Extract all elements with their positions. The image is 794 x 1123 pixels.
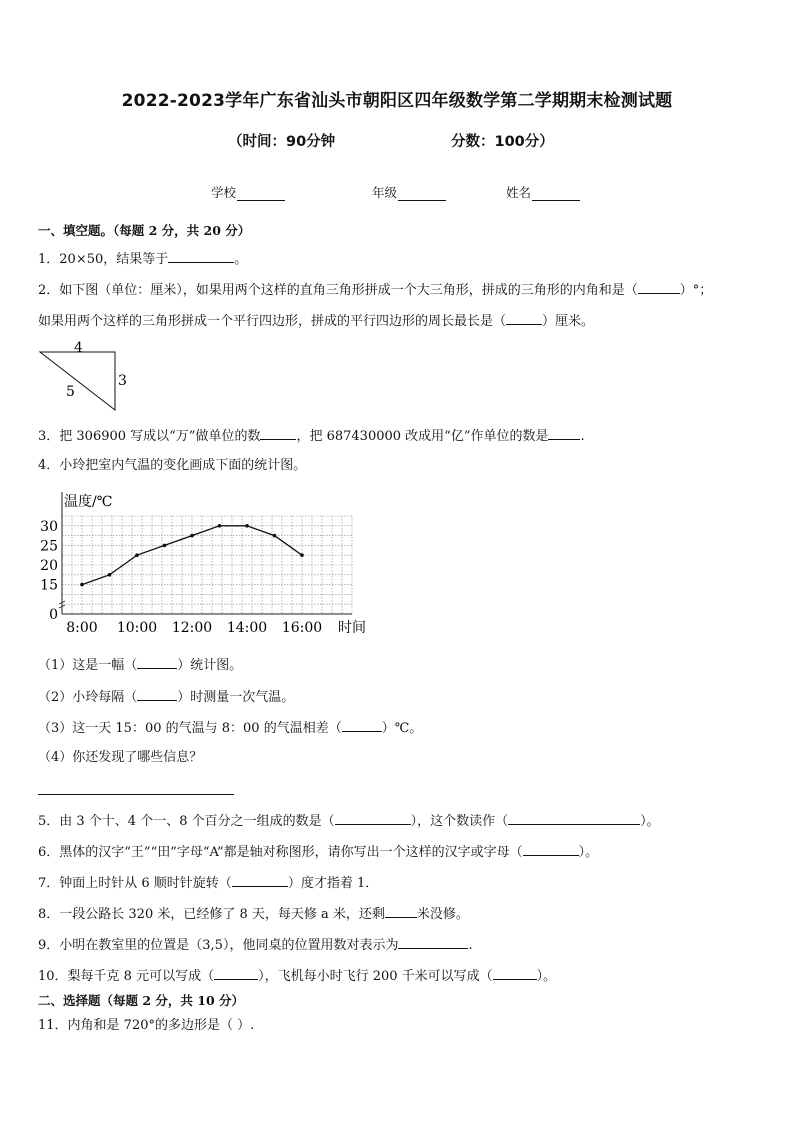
temperature-data-point	[300, 553, 304, 557]
q2-text-2: 如果用两个这样的三角形拼成一个平行四边形，拼成的平行四边形的周长最长是（	[38, 314, 507, 329]
chart-axes	[59, 492, 352, 614]
x-tick-label: 16:00	[281, 620, 323, 636]
y-tick-label: 0	[49, 607, 58, 623]
q3-answer-blank-1[interactable]	[260, 427, 296, 440]
q9-answer-blank[interactable]	[398, 936, 468, 949]
q4-1-end: ）统计图。	[177, 658, 243, 673]
q10-answer-blank-1[interactable]	[214, 967, 258, 980]
q4-3-text: （3）这一天 15：00 的气温与 8：00 的气温相差（	[38, 721, 342, 736]
q4-1-text: （1）这是一幅（	[38, 658, 138, 673]
name-blank[interactable]	[532, 188, 580, 201]
right-triangle-figure	[30, 336, 140, 416]
q4-2-text: （2）小玲每隔（	[38, 690, 138, 705]
temperature-data-point	[218, 524, 222, 528]
q4-3-end: ）℃。	[381, 721, 423, 736]
q6-text: 6．黑体的汉字“王”“田”字母“A”都是轴对称图形，请你写出一个这样的汉字或字母（	[38, 845, 523, 860]
question-10	[38, 967, 556, 985]
q6-end: ）。	[578, 845, 599, 860]
temperature-data-point	[135, 553, 139, 557]
q4-2-end: ）时测量一次气温。	[177, 690, 295, 705]
y-tick-label: 20	[40, 558, 58, 574]
x-tick-label: 8:00	[66, 620, 98, 636]
y-tick-label: 25	[40, 538, 58, 555]
school-field[interactable]	[211, 183, 285, 201]
q10-answer-blank-2[interactable]	[493, 967, 537, 980]
q2-text-1: 2．如下图（单位：厘米），如果用两个这样的直角三角形拼成一个大三角形，拼成的三角形的内角和是（	[38, 283, 638, 298]
name-label: 姓名	[506, 185, 532, 200]
triangle-side-label: 3	[118, 373, 127, 389]
chart-tick-labels	[40, 519, 322, 636]
q5-text-1: 5．由 3 个十、4 个一、8 个百分之一组成的数是（	[38, 814, 335, 829]
q4-1-answer-blank[interactable]	[137, 656, 177, 669]
y-tick-label: 30	[40, 518, 58, 535]
question-6	[38, 843, 598, 861]
y-tick-label: 15	[40, 577, 58, 594]
temperature-data-point	[245, 524, 249, 528]
question-4-3	[38, 719, 422, 737]
q10-end: ）。	[536, 969, 557, 984]
q3-text-1: 3．把 306900 写成以“万”做单位的数	[38, 429, 261, 444]
q5-answer-blank-1[interactable]	[335, 812, 411, 825]
q3-end: .	[580, 429, 585, 444]
q2-text-2-end: ）厘米。	[542, 314, 595, 329]
temperature-data-point	[163, 544, 167, 548]
temperature-data-point	[273, 534, 277, 538]
time-label: （时间：90分钟	[228, 134, 336, 150]
q7-end: ）度才指着 1．	[287, 876, 379, 891]
q5-end: ）。	[640, 814, 660, 829]
section-2-heading: 二、选择题（每题 2 分，共 10 分）	[38, 993, 245, 1008]
q10-text-1: 10．梨每千克 8 元可以写成（	[38, 969, 215, 984]
score-label: 分数：100分）	[451, 134, 554, 150]
q7-text: 7．钟面上时针从 6 顺时针旋转（	[38, 876, 232, 891]
triangle-shape	[40, 352, 115, 410]
question-4: 4．小玲把室内气温的变化画成下面的统计图。	[38, 458, 307, 473]
question-3	[38, 427, 585, 445]
q6-answer-blank[interactable]	[523, 843, 579, 856]
school-blank[interactable]	[237, 188, 285, 201]
q2-text-1-end: ）°；	[679, 283, 713, 298]
q8-answer-blank[interactable]	[385, 905, 417, 918]
triangle-top-label: 4	[74, 340, 83, 356]
temperature-data-point	[108, 573, 112, 577]
q9-text: 9．小明在教室里的位置是（3,5），他同桌的位置用数对表示为	[38, 938, 399, 953]
temperature-data-point	[80, 583, 84, 587]
question-8	[38, 905, 469, 923]
q3-answer-blank-2[interactable]	[548, 427, 580, 440]
q8-text: 8．一段公路长 320 米，已经修了 8 天，每天修 a 米，还剩	[38, 907, 385, 922]
question-4-1	[38, 656, 242, 674]
triangle-hypotenuse-label: 5	[66, 384, 75, 400]
q1-text: 1．20×50，结果等于	[38, 252, 169, 267]
q3-text-2: ，把 687430000 改成用“亿”作单位的数是	[296, 429, 549, 444]
q9-end: .	[468, 938, 473, 953]
q1-end: 。	[234, 252, 248, 267]
question-11: 11．内角和是 720°的多边形是（ ）.	[38, 1018, 255, 1033]
question-4-4: （4）你还发现了哪些信息？	[38, 750, 203, 765]
x-tick-label: 10:00	[116, 620, 158, 636]
question-4-2	[38, 688, 294, 706]
question-9	[38, 936, 473, 954]
grade-label: 年级	[372, 185, 398, 200]
name-field[interactable]	[506, 183, 580, 201]
q2-answer-blank-1[interactable]	[638, 281, 680, 294]
q4-4-answer-line[interactable]	[38, 794, 234, 795]
grade-field[interactable]	[372, 183, 446, 201]
question-2-line-2	[38, 312, 594, 330]
question-2-line-1	[38, 281, 712, 299]
x-tick-label: 14:00	[226, 620, 268, 636]
school-label: 学校	[211, 185, 237, 200]
section-1-heading: 一、填空题。（每题 2 分，共 20 分）	[38, 223, 251, 238]
question-5	[38, 812, 660, 830]
page-title: 2022-2023学年广东省汕头市朝阳区四年级数学第二学期期末检测试题	[121, 91, 673, 111]
temperature-data-point	[190, 534, 194, 538]
x-tick-label: 12:00	[171, 620, 213, 636]
q8-end: 米没修。	[416, 907, 469, 922]
question-1	[38, 250, 247, 268]
chart-x-axis-label: 时间	[338, 620, 366, 636]
q10-text-2: ），飞机每小时飞行 200 千米可以写成（	[258, 969, 493, 984]
q1-answer-blank[interactable]	[168, 250, 234, 263]
q2-answer-blank-2[interactable]	[506, 312, 542, 325]
q4-3-answer-blank[interactable]	[342, 719, 382, 732]
grade-blank[interactable]	[398, 188, 446, 201]
q4-2-answer-blank[interactable]	[137, 688, 177, 701]
question-7	[38, 874, 378, 892]
q5-text-2: ），这个数读作（	[410, 814, 509, 829]
q5-answer-blank-2[interactable]	[508, 812, 640, 825]
q7-answer-blank[interactable]	[232, 874, 288, 887]
temperature-line-chart	[36, 486, 376, 638]
chart-y-axis-label: 温度/℃	[64, 494, 113, 510]
